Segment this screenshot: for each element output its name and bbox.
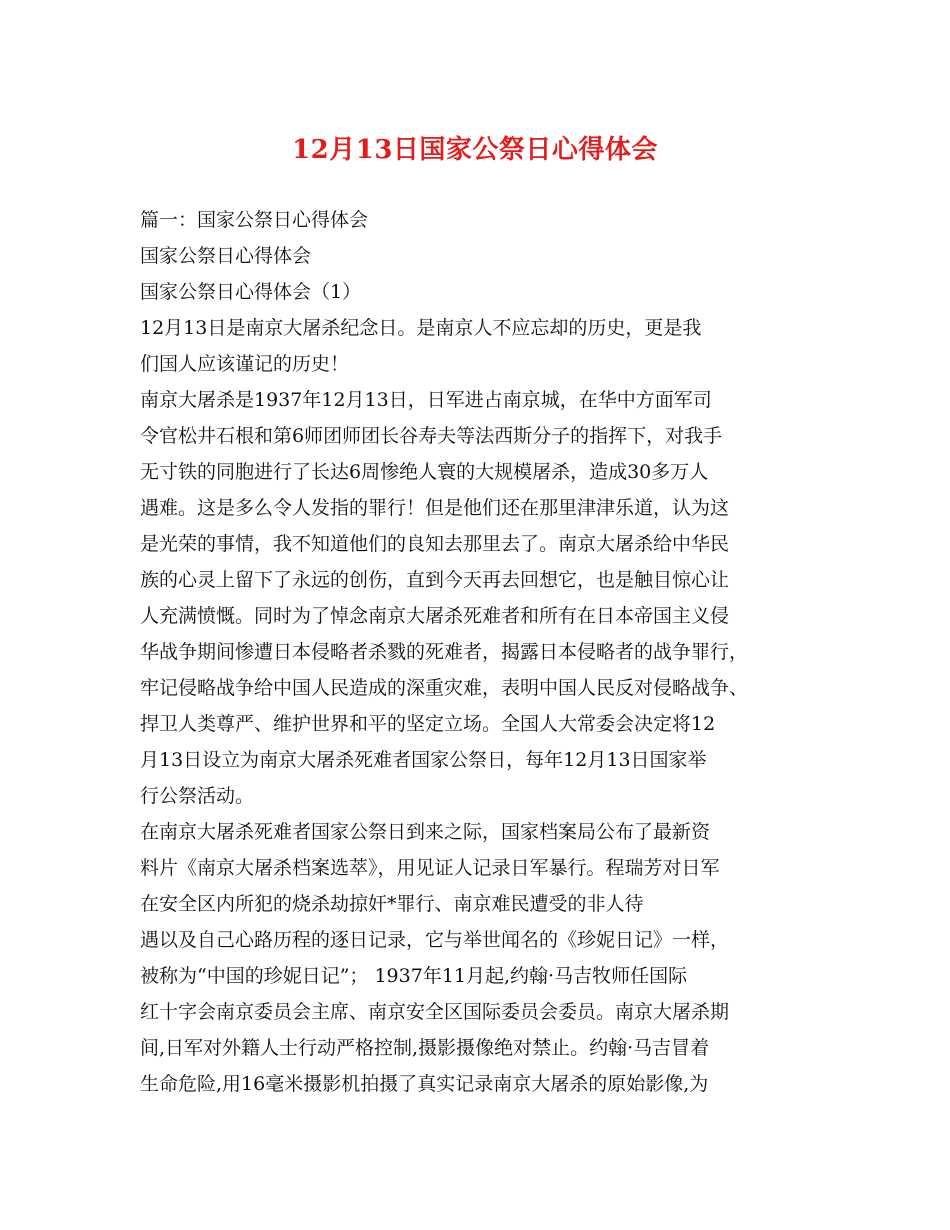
text-line: 遇难。这是多么令人发指的罪行！但是他们还在那里津津乐道，认为这 — [140, 497, 730, 519]
text-line: 遇以及自己心路历程的逐日记录，它与举世闻名的《珍妮日记》一样， — [140, 929, 730, 951]
text-line: 月13日设立为南京大屠杀死难者国家公祭日，每年12月13日国家举 — [140, 749, 707, 771]
text-line: 令官松井石根和第6师团师团长谷寿夫等法西斯分子的指挥下，对我手 — [140, 425, 723, 447]
document-title: 12月13日国家公祭日心得体会 — [292, 135, 658, 165]
text-line: 红十字会南京委员会主席、南京安全区国际委员会委员。南京大屠杀期 — [140, 1001, 730, 1023]
text-line: 在安全区内所犯的烧杀劫掠奸*罪行、南京难民遭受的非人待 — [140, 893, 644, 915]
text-line: 12月13日是南京大屠杀纪念日。是南京人不应忘却的历史，更是我 — [140, 317, 702, 339]
sub-heading: 国家公祭日心得体会 — [140, 245, 312, 267]
text-line: 被称为“中国的珍妮日记”； 1937年11月起,约翰·马吉牧师任国际 — [140, 965, 688, 987]
text-line: 间,日军对外籍人士行动严格控制,摄影摄像绝对禁止。约翰·马吉冒着 — [140, 1037, 710, 1059]
heading-part-one: 篇一：国家公祭日心得体会 — [140, 209, 369, 231]
text-line: 无寸铁的同胞进行了长达6周惨绝人寰的大规模屠杀，造成30多万人 — [140, 461, 709, 483]
text-line: 南京大屠杀是1937年12月13日，日军进占南京城，在华中方面军司 — [140, 389, 712, 411]
text-line: 牢记侵略战争给中国人民造成的深重灾难，表明中国人民反对侵略战争、 — [140, 677, 749, 699]
text-line: 行公祭活动。 — [140, 785, 255, 807]
text-line: 华战争期间惨遭日本侵略者杀戮的死难者，揭露日本侵略者的战争罪行， — [140, 641, 749, 663]
text-line: 生命危险,用16毫米摄影机拍摄了真实记录南京大屠杀的原始影像,为 — [140, 1073, 709, 1095]
text-line: 捍卫人类尊严、维护世界和平的坚定立场。全国人大常委会决定将12 — [140, 713, 716, 735]
text-line: 是光荣的事情，我不知道他们的良知去那里去了。南京大屠杀给中华民 — [140, 533, 730, 555]
text-line: 人充满愤慨。同时为了悼念南京大屠杀死难者和所有在日本帝国主义侵 — [140, 605, 730, 627]
text-line: 在南京大屠杀死难者国家公祭日到来之际，国家档案局公布了最新资 — [140, 821, 711, 843]
text-line: 族的心灵上留下了永远的创伤，直到今天再去回想它，也是触目惊心让 — [140, 569, 730, 591]
text-line: 们国人应该谨记的历史！ — [140, 353, 350, 375]
section-heading: 国家公祭日心得体会（1） — [140, 281, 362, 303]
text-line: 料片《南京大屠杀档案选萃》，用见证人记录日军暴行。程瑞芳对日军 — [140, 857, 720, 879]
